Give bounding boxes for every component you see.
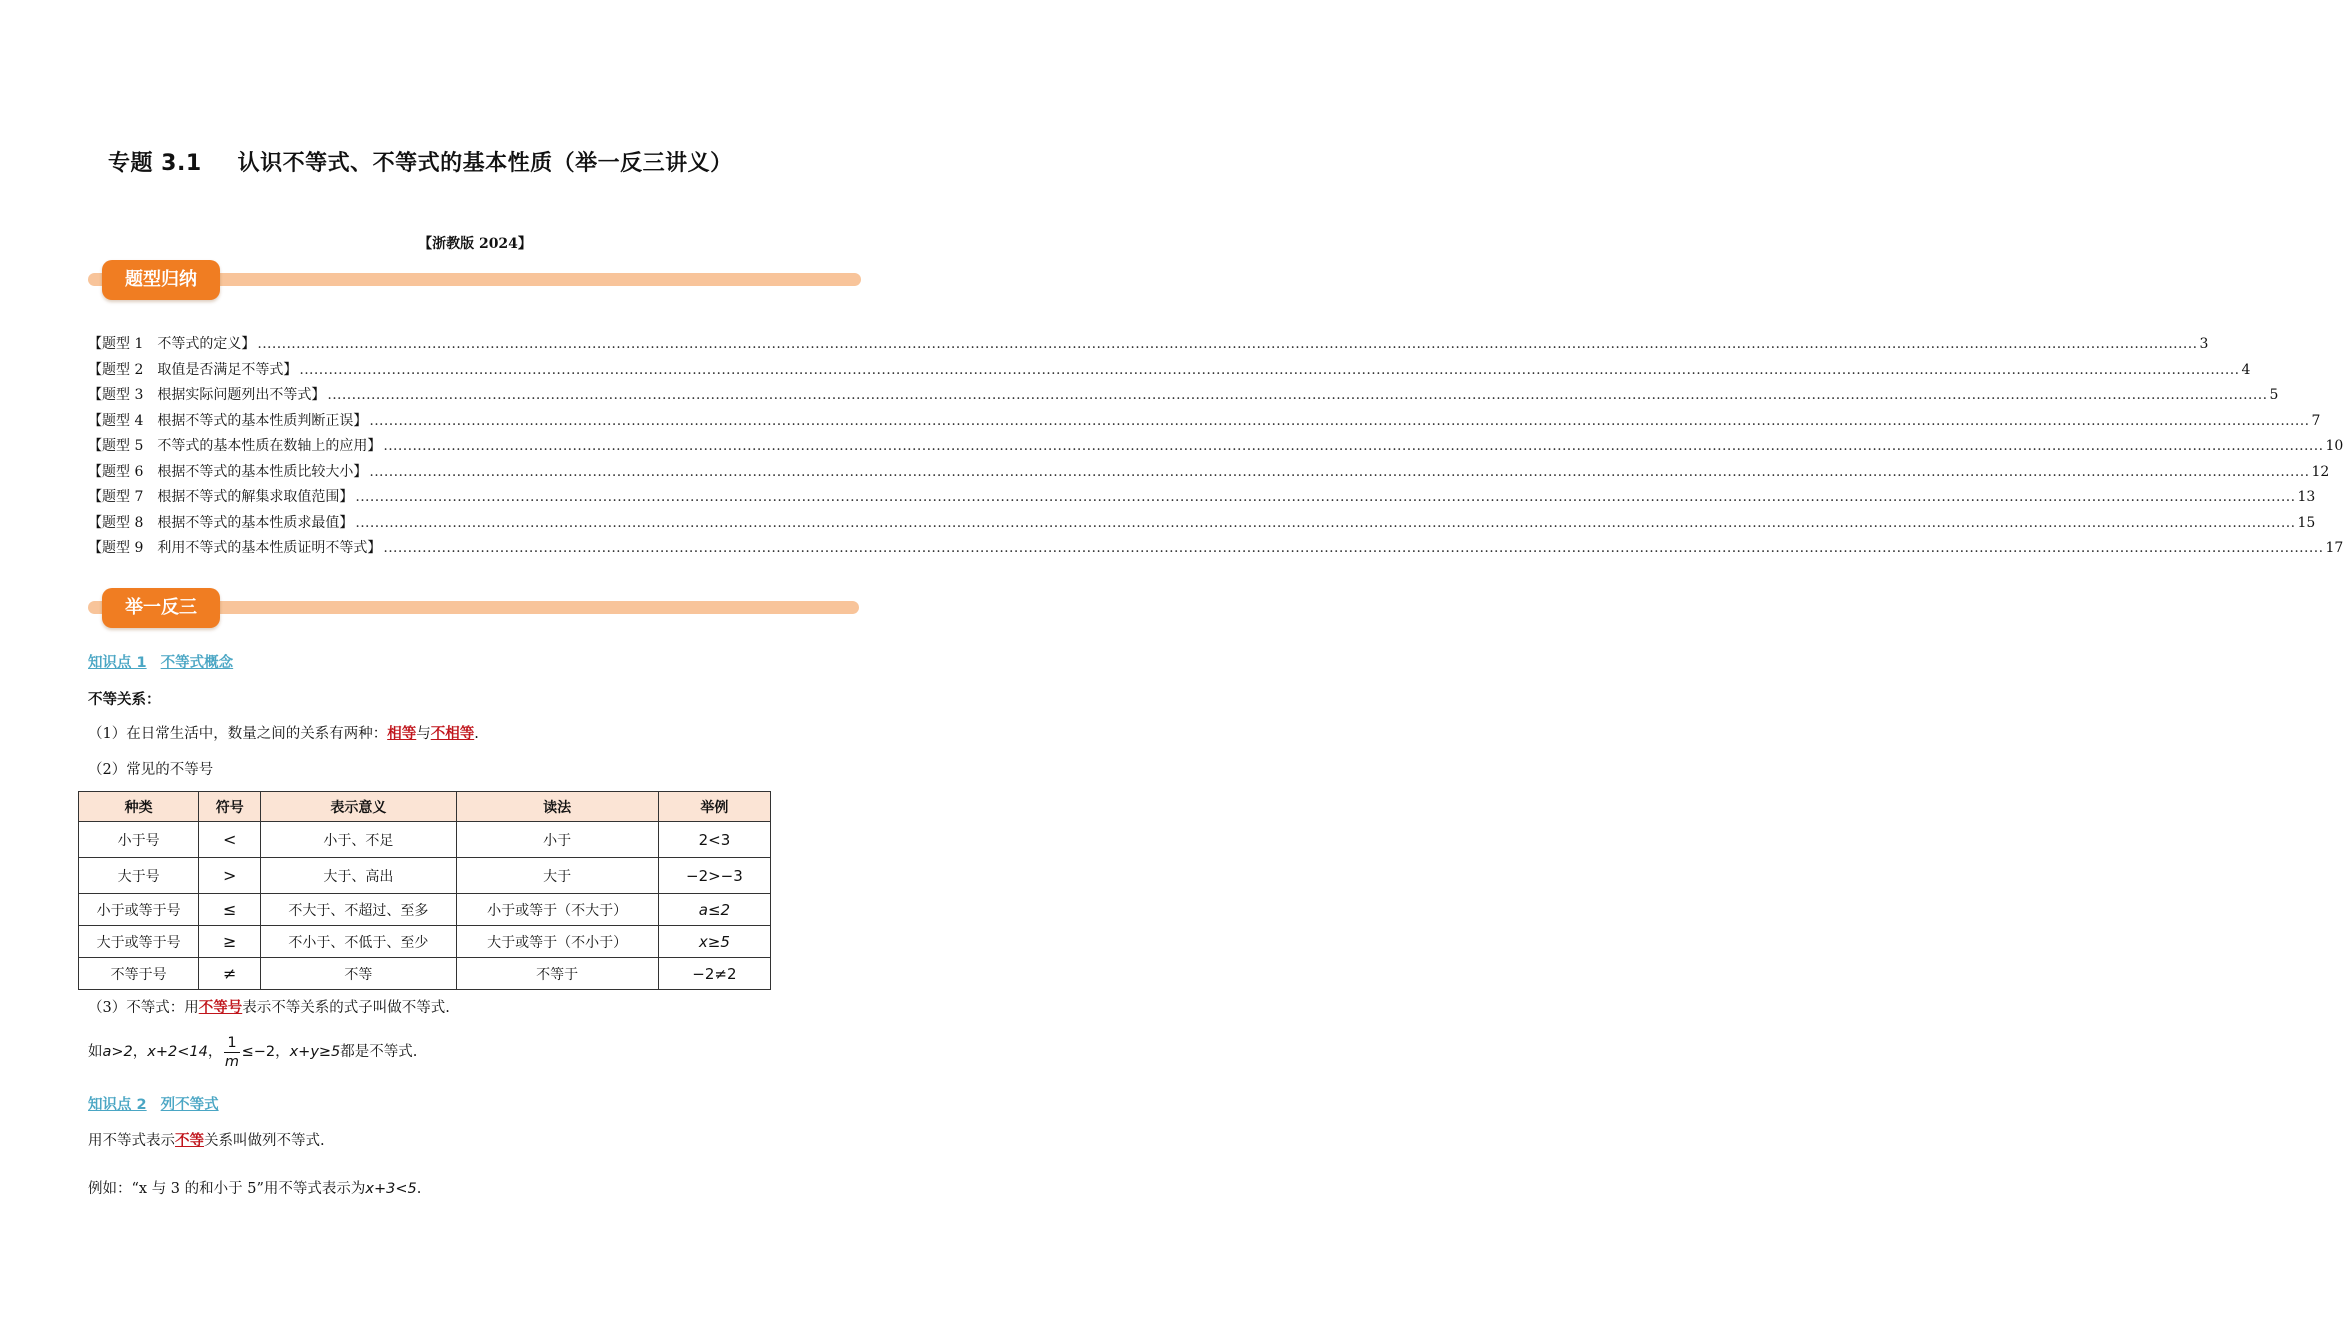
- item-3-text: （3）不等式：用: [88, 1000, 199, 1016]
- cell-example: a≤2: [658, 894, 770, 926]
- item-1: [88, 722, 479, 743]
- example-separator: ，: [207, 1044, 223, 1060]
- cell-meaning: 不大于、不超过、至多: [261, 894, 456, 926]
- example-period: .: [416, 1181, 422, 1197]
- table-row: [79, 822, 771, 858]
- example-prefix: 例如：“x 与 3 的和小于 5”用不等式表示为: [88, 1181, 366, 1197]
- key-term-unequal: 不相等: [430, 725, 475, 742]
- cell-example: −2>−3: [658, 858, 770, 894]
- key-term-inequality-sign: 不等号: [198, 999, 243, 1016]
- fraction-denominator: m: [224, 1053, 239, 1070]
- toc-entry-label: 【题型 6 根据不等式的基本性质比较大小】: [88, 463, 368, 480]
- toc-entry-page: 13: [2297, 489, 2316, 505]
- toc-entry-page: 10: [2325, 438, 2343, 454]
- table-row: [79, 858, 771, 894]
- kp2-definition: [88, 1129, 325, 1150]
- cell-symbol: ≥: [199, 926, 261, 958]
- cell-reading: 小于或等于（不大于）: [456, 894, 658, 926]
- toc-leader-dots: ................................................................................................................................................................................................................................................................................................................................................................................................................: [327, 387, 2268, 403]
- header-meaning: 表示意义: [261, 792, 456, 822]
- inequality-symbols-table: [78, 791, 771, 990]
- toc-entry-page: 17: [2325, 540, 2343, 556]
- toc-entry-page: 4: [2241, 361, 2251, 378]
- banner-tab: 题型归纳: [102, 260, 220, 300]
- cell-kind: 大于或等于号: [79, 926, 199, 958]
- toc-entry-label: 【题型 7 根据不等式的解集求取值范围】: [88, 489, 354, 505]
- toc-leader-dots: ................................................................................................................................................................................................................................................................................................................................................................................................................: [355, 489, 2296, 505]
- example-inequality-4: x+y≥5: [289, 1044, 341, 1060]
- cell-reading: 大于: [456, 858, 658, 894]
- fraction-numerator: 1: [224, 1034, 239, 1053]
- header-symbol: 符号: [199, 792, 261, 822]
- cell-symbol: ≠: [199, 958, 261, 990]
- header-example: 举例: [658, 792, 770, 822]
- example-inequality: x+3<5: [365, 1181, 417, 1197]
- toc-leader-dots: ................................................................................................................................................................................................................................................................................................................................................................................................................: [257, 336, 2198, 352]
- key-term-unequal: 不等: [175, 1132, 204, 1149]
- toc-entry-label: 【题型 2 取值是否满足不等式】: [88, 361, 298, 378]
- cell-kind: 不等于号: [79, 958, 199, 990]
- cell-kind: 大于号: [79, 858, 199, 894]
- toc-entry-label: 【题型 4 根据不等式的基本性质判断正误】: [88, 412, 368, 429]
- topic-number: 专题 3.1: [108, 151, 202, 176]
- toc-entry-label: 【题型 3 根据实际问题列出不等式】: [88, 387, 326, 403]
- toc-entry[interactable]: [88, 359, 2251, 385]
- header-kind: 种类: [79, 792, 199, 822]
- table-row: [79, 958, 771, 990]
- header-reading: 读法: [456, 792, 658, 822]
- cell-meaning: 大于、高出: [261, 858, 456, 894]
- toc-entry[interactable]: [88, 384, 2279, 410]
- toc-leader-dots: ................................................................................................................................................................................................................................................................................................................................................................................................................: [369, 412, 2310, 429]
- toc-leader-dots: ................................................................................................................................................................................................................................................................................................................................................................................................................: [355, 514, 2296, 531]
- cell-meaning: 不小于、不低于、至少: [261, 926, 456, 958]
- toc-entry[interactable]: [88, 333, 2209, 359]
- cell-reading: 不等于: [456, 958, 658, 990]
- toc-entry-page: 7: [2311, 412, 2321, 429]
- section-banner-summary: [88, 260, 861, 300]
- toc-entry-page: 12: [2311, 463, 2330, 480]
- item-1-text: （1）在日常生活中，数量之间的关系有两种：: [88, 726, 388, 742]
- cell-symbol: >: [199, 858, 261, 894]
- toc-entry[interactable]: [88, 486, 2316, 512]
- cell-reading: 大于或等于（不小于）: [456, 926, 658, 958]
- item-3: [88, 996, 450, 1017]
- banner-tab: 举一反三: [102, 588, 220, 628]
- example-separator: ，: [132, 1044, 148, 1060]
- toc-entry-label: 【题型 5 不等式的基本性质在数轴上的应用】: [88, 438, 382, 454]
- knowledge-point-title: 不等式概念: [160, 655, 234, 671]
- cell-symbol: <: [199, 822, 261, 858]
- table-header-row: [79, 792, 771, 822]
- section-banner-practice: [88, 588, 859, 628]
- toc-entry-page: 3: [2199, 336, 2209, 352]
- item-1-conjunction: 与: [416, 726, 431, 742]
- cell-reading: 小于: [456, 822, 658, 858]
- cell-meaning: 小于、不足: [261, 822, 456, 858]
- page-title: [108, 146, 733, 177]
- toc-entry[interactable]: [88, 461, 2330, 487]
- topic-title: 认识不等式、不等式的基本性质（举一反三讲义）: [237, 151, 733, 176]
- edition-label: 【浙教版 2024】: [418, 236, 532, 252]
- definition-prefix: 用不等式表示: [88, 1133, 175, 1149]
- cell-symbol: ≤: [199, 894, 261, 926]
- kp2-example: [88, 1177, 421, 1198]
- example-fraction: [224, 1034, 239, 1071]
- table-of-contents: [88, 333, 2343, 563]
- toc-leader-dots: ................................................................................................................................................................................................................................................................................................................................................................................................................: [369, 463, 2310, 480]
- example-prefix: 如: [88, 1044, 103, 1060]
- toc-leader-dots: ................................................................................................................................................................................................................................................................................................................................................................................................................: [299, 361, 2240, 378]
- toc-entry[interactable]: [88, 410, 2321, 436]
- cell-example: x≥5: [658, 926, 770, 958]
- example-inequality-1: a>2: [102, 1044, 133, 1060]
- table-row: [79, 926, 771, 958]
- cell-example: −2≠2: [658, 958, 770, 990]
- cell-kind: 小于号: [79, 822, 199, 858]
- item-1-period: .: [474, 726, 479, 742]
- toc-entry-label: 【题型 8 根据不等式的基本性质求最值】: [88, 514, 354, 531]
- toc-leader-dots: ................................................................................................................................................................................................................................................................................................................................................................................................................: [383, 540, 2324, 556]
- knowledge-point-1-heading: [88, 651, 233, 672]
- toc-entry[interactable]: [88, 512, 2316, 538]
- item-2: （2）常见的不等号: [88, 762, 214, 778]
- example-inequality-2: x+2<14: [147, 1044, 208, 1060]
- toc-entry-page: 15: [2297, 514, 2316, 531]
- example-inequality-3: ≤−2: [241, 1044, 276, 1060]
- definition-suffix: 关系叫做列不等式.: [204, 1133, 325, 1149]
- toc-leader-dots: ................................................................................................................................................................................................................................................................................................................................................................................................................: [383, 438, 2324, 454]
- toc-entry-page: 5: [2269, 387, 2279, 403]
- example-separator: ，: [275, 1044, 290, 1060]
- item-3-suffix: 表示不等关系的式子叫做不等式.: [242, 1000, 450, 1016]
- toc-entry[interactable]: [88, 435, 2343, 461]
- toc-entry-label: 【题型 9 利用不等式的基本性质证明不等式】: [88, 540, 382, 556]
- cell-meaning: 不等: [261, 958, 456, 990]
- toc-entry-label: 【题型 1 不等式的定义】: [88, 336, 256, 352]
- cell-example: 2<3: [658, 822, 770, 858]
- knowledge-point-number: 知识点 1: [88, 655, 147, 671]
- cell-kind: 小于或等于号: [79, 894, 199, 926]
- table-row: [79, 894, 771, 926]
- toc-entry[interactable]: [88, 537, 2343, 563]
- knowledge-point-title: 列不等式: [160, 1097, 219, 1113]
- example-suffix: 都是不等式.: [340, 1044, 418, 1060]
- knowledge-point-number: 知识点 2: [88, 1097, 147, 1113]
- relation-heading: 不等关系：: [88, 691, 161, 708]
- inequality-examples: [88, 1032, 417, 1072]
- key-term-equal: 相等: [387, 725, 417, 742]
- knowledge-point-2-heading: [88, 1093, 219, 1114]
